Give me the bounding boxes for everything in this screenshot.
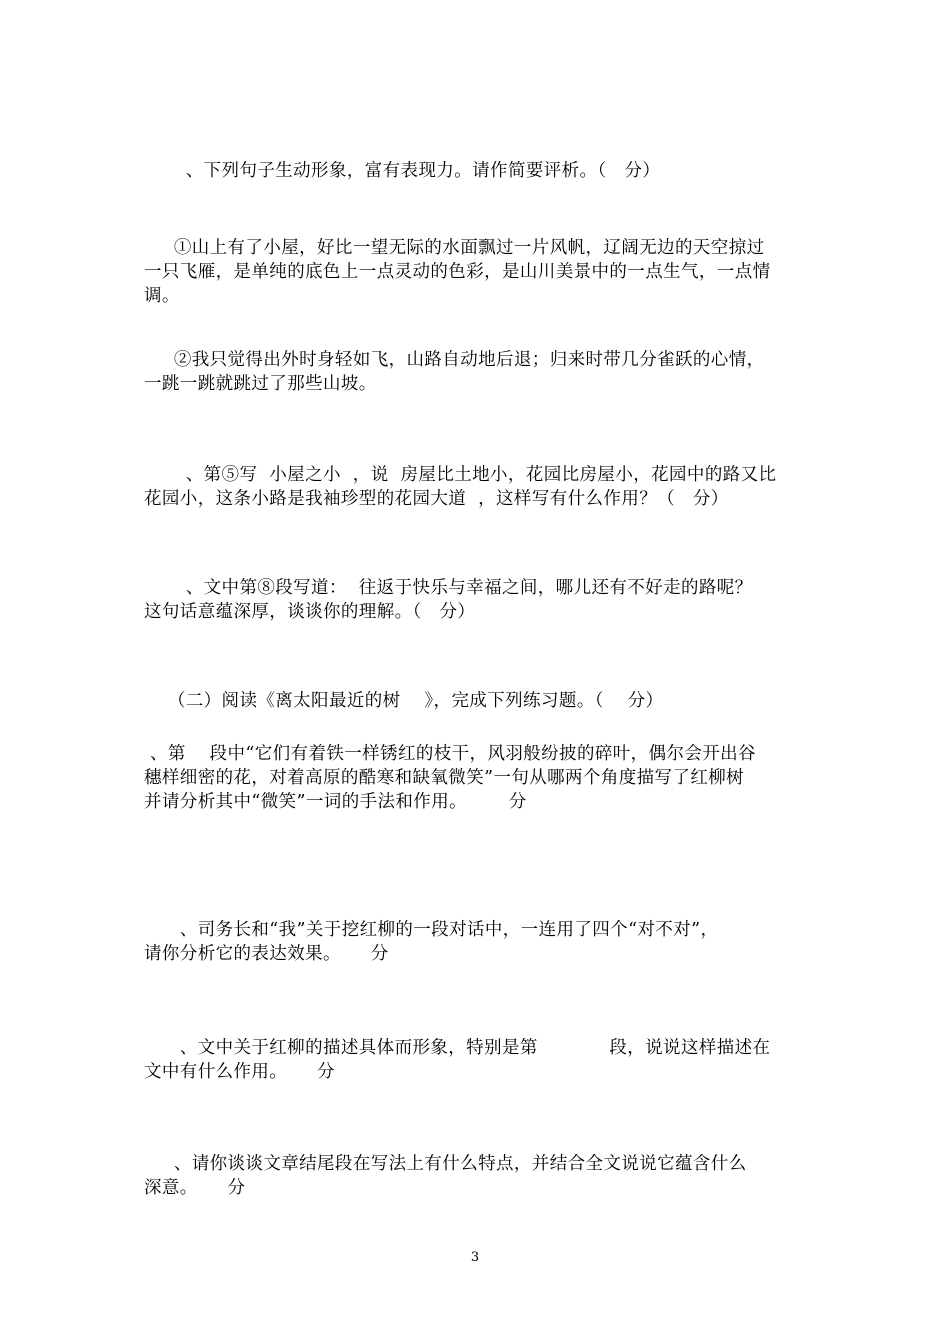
- question-description-line-2: 文中有什么作用。 分: [144, 1062, 335, 1082]
- question-description-line-1: 、文中关于红柳的描述具体而形象，特别是第 段，说说这样描述在: [144, 1038, 771, 1058]
- sentence-1-line-1: ①山上有了小屋，好比一望无际的水面飘过一片风帆，辽阔无边的天空掠过: [144, 238, 765, 258]
- question-ending-line-1: 、请你谈谈文章结尾段在写法上有什么特点，并结合全文说说它蕴含什么: [144, 1154, 747, 1174]
- sentence-2-line-1: ②我只觉得出外时身轻如飞，山路自动地后退；归来时带几分雀跃的心情，: [144, 350, 765, 370]
- page-number: 3: [470, 1250, 480, 1265]
- sentence-1-line-2: 一只飞雁，是单纯的底色上一点灵动的色彩，是山川美景中的一点生气，一点情: [144, 262, 771, 282]
- question-dialogue-line-1: 、司务长和“我”关于挖红柳的一段对话中，一连用了四个“对不对”，: [144, 920, 719, 940]
- question-ending-line-2: 深意。 分: [144, 1178, 246, 1198]
- question-red-willow-line-2: 穗样细密的花，对着高原的酷寒和缺氧微笑”一句从哪两个角度描写了红柳树: [144, 768, 745, 788]
- question-para8-line-1: 、文中第⑧段写道： 往返于快乐与幸福之间，哪儿还有不好走的路呢？: [144, 578, 753, 598]
- question-para8-line-2: 这句话意蕴深厚，谈谈你的理解。（ 分）: [144, 602, 476, 622]
- question-dialogue-line-2: 请你分析它的表达效果。 分: [144, 944, 389, 964]
- sentence-2-line-2: 一跳一跳就跳过了那些山坡。: [144, 374, 377, 394]
- question-red-willow-line-3: 并请分析其中“微笑”一词的手法和作用。 分: [144, 792, 527, 812]
- question-para5-line-1: 、第⑤写 小屋之小 ，说 房屋比土地小，花园比房屋小，花园中的路又比: [144, 465, 777, 485]
- question-red-willow-line-1: 、第 段中“它们有着铁一样锈红的枝干，风羽般纷披的碎叶，偶尔会开出谷: [144, 744, 756, 764]
- section-two-heading: （二）阅读《离太阳最近的树 》，完成下列练习题。（ 分）: [144, 691, 664, 711]
- question-rhetoric-heading: 、下列句子生动形象，富有表现力。请作简要评析。（ 分）: [144, 161, 661, 181]
- sentence-1-line-3: 调。: [144, 286, 180, 306]
- question-para5-line-2: 花园小，这条小路是我袖珍型的花园大道 ，这样写有什么作用？（ 分）: [144, 489, 729, 509]
